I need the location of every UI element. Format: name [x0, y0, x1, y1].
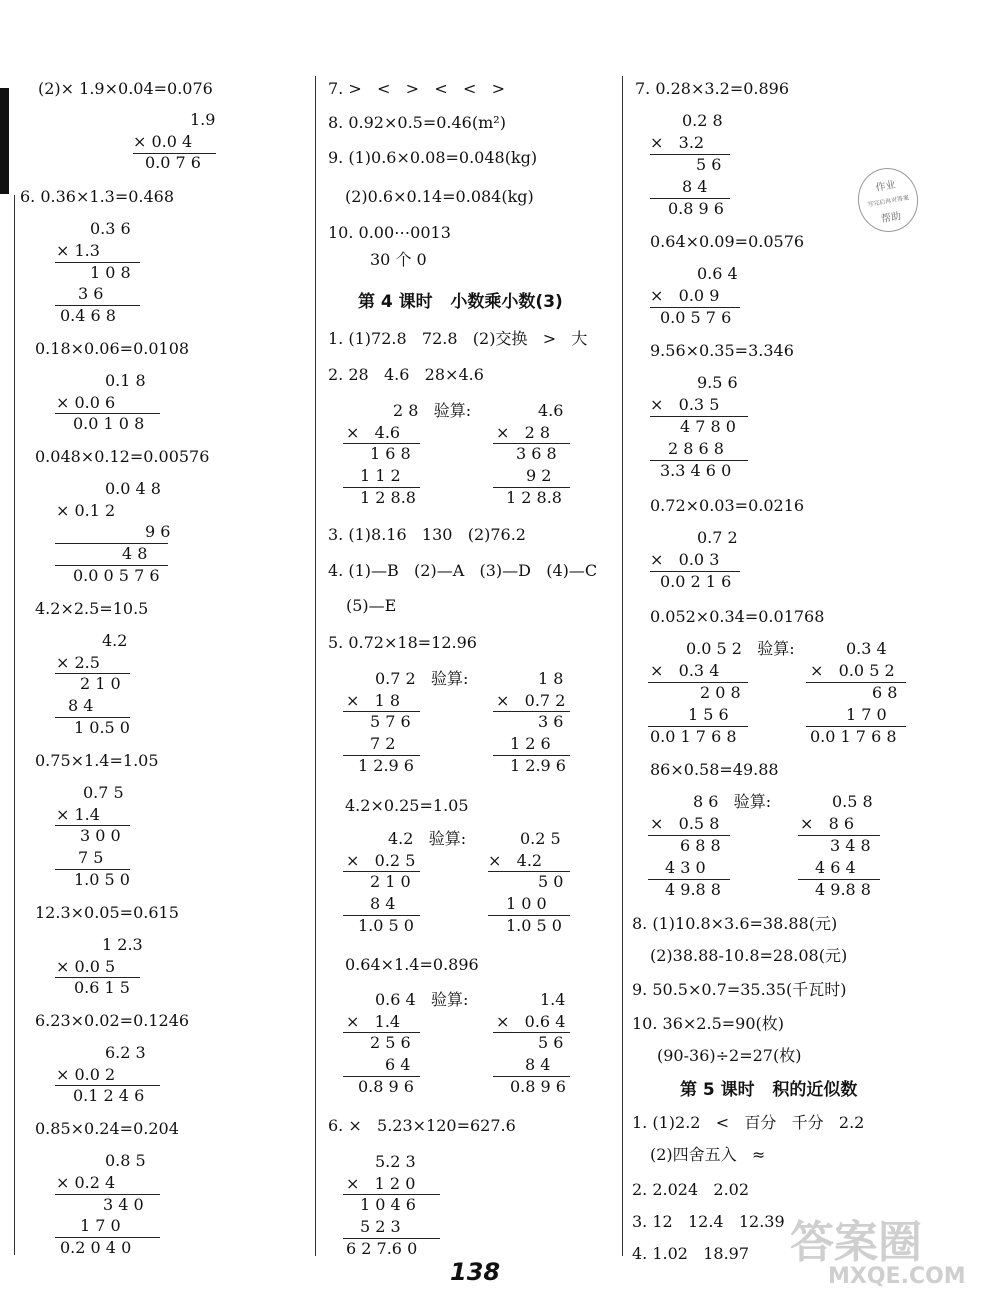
answer-line: 0.6 4 验算: — [375, 990, 469, 1009]
answer-line: 7 2 — [370, 734, 396, 753]
answer-line: × 0.3 5 — [650, 395, 720, 414]
answer-line: × 1 8 — [346, 691, 401, 710]
answer-line: 0.85×0.24=0.204 — [35, 1119, 179, 1138]
answer-line: 86×0.58=49.88 — [650, 760, 779, 779]
answer-line: 0.3 4 — [846, 639, 887, 658]
answer-line: 9 2 — [526, 466, 552, 485]
answer-line: 2. 2.024 2.02 — [632, 1180, 750, 1199]
answer-line: 1 1 2 — [360, 466, 401, 485]
answer-line: 0.0 1 7 6 8 — [650, 727, 737, 746]
answer-line: 1 2.9 6 — [358, 756, 414, 775]
answer-line: 0.0 4 8 — [105, 479, 161, 498]
answer-line: 8 4 — [370, 894, 396, 913]
answer-line: 3 4 0 — [103, 1195, 144, 1214]
answer-line: 7. > < > < < > — [328, 79, 506, 98]
answer-line: 4 6 4 — [815, 858, 856, 877]
calculation-rule — [493, 487, 570, 488]
answer-line: 0.64×0.09=0.0576 — [650, 232, 805, 251]
answer-line: 0.1 8 — [105, 371, 146, 390]
answer-line: 1 6 8 — [370, 444, 411, 463]
answer-line: 0.0 0 5 7 6 — [73, 566, 160, 585]
answer-line: 3 6 8 — [516, 444, 557, 463]
answer-line: 3 6 — [78, 284, 104, 303]
answer-line: 0.5 8 — [832, 792, 873, 811]
calculation-rule — [55, 1194, 160, 1195]
calculation-rule — [55, 262, 140, 263]
answer-line: 0.2 0 4 0 — [60, 1238, 132, 1257]
answer-line: 2 1 0 — [370, 872, 411, 891]
calculation-rule — [798, 879, 880, 880]
answer-line: 2 5 6 — [370, 1033, 411, 1052]
calculation-rule — [648, 726, 748, 727]
answer-line: × 1.3 — [56, 241, 100, 260]
answer-line: 0.3 6 — [90, 219, 131, 238]
answer-line: 1 2 8.8 — [360, 488, 416, 507]
answer-line: 8. (1)10.8×3.6=38.88(元) — [632, 914, 838, 933]
answer-line: 0.0 5 7 6 — [660, 308, 732, 327]
answer-line: 2 8 验算: — [393, 401, 472, 420]
answer-line: 0.4 6 8 — [60, 306, 116, 325]
answer-line: 0.0 1 0 8 — [73, 414, 145, 433]
answer-line: 1.0 5 0 — [74, 870, 130, 889]
answer-line: 1 7 0 — [846, 705, 887, 724]
calculation-rule — [55, 543, 168, 544]
calculation-rule — [343, 755, 420, 756]
answer-line: 8 4 — [525, 1055, 551, 1074]
answer-line: × 0.7 2 — [496, 691, 566, 710]
answer-line: 4 9.8 8 — [665, 880, 721, 899]
answer-line: 12.3×0.05=0.615 — [35, 903, 179, 922]
calculation-rule — [488, 871, 570, 872]
answer-line: × 0.0 4 — [133, 132, 193, 151]
calculation-rule — [650, 307, 740, 308]
calculation-rule — [798, 835, 880, 836]
answer-line: 9 6 — [145, 522, 171, 541]
answer-line: 6.23×0.02=0.1246 — [35, 1011, 190, 1030]
binding-strip — [0, 88, 9, 194]
answer-line: 5 0 — [538, 872, 564, 891]
homework-stamp — [853, 163, 923, 236]
stamp-line: 作业 — [874, 179, 897, 194]
answer-line: 6. × 5.23×120=627.6 — [328, 1116, 516, 1135]
answer-line: 4.2×2.5=10.5 — [35, 599, 149, 618]
answer-line: × 0.5 8 — [650, 814, 720, 833]
answer-line: 1.0 5 0 — [358, 916, 414, 935]
answer-line: 3. 12 12.4 12.39 — [632, 1212, 785, 1231]
answer-line: 10. 0.00⋯0013 — [328, 223, 451, 242]
answer-line: × 1.4 — [346, 1012, 401, 1031]
calculation-rule — [650, 460, 748, 461]
answer-line: × 0.3 4 — [650, 661, 720, 680]
answer-line: × 0.0 6 — [56, 393, 116, 412]
calculation-rule — [493, 443, 570, 444]
calculation-rule — [806, 726, 906, 727]
answer-line: 6 8 — [872, 683, 898, 702]
calculation-rule — [55, 413, 160, 414]
answer-line: 8. 0.92×0.5=0.46(m²) — [328, 113, 506, 132]
calculation-rule — [55, 1237, 160, 1238]
answer-line: 5.2 3 — [375, 1152, 416, 1171]
answer-line: 10. 36×2.5=90(枚) — [632, 1014, 784, 1033]
calculation-rule — [343, 711, 420, 712]
answer-line: × 0.0 2 — [56, 1065, 116, 1084]
answer-line: 6 8 8 — [680, 836, 721, 855]
answer-line: 6 4 — [385, 1055, 411, 1074]
answer-line: × 0.6 4 — [496, 1012, 566, 1031]
answer-line: × 0.1 2 — [56, 501, 116, 520]
answer-line: 1 2 8.8 — [506, 488, 562, 507]
calculation-rule — [493, 711, 570, 712]
answer-line: 3. (1)8.16 130 (2)76.2 — [328, 525, 526, 544]
answer-line: 0.18×0.06=0.0108 — [35, 339, 190, 358]
answer-line: 0.2 8 — [682, 111, 723, 130]
answer-line: 0.0 5 2 验算: — [686, 639, 795, 658]
answer-line: 4.2 — [102, 631, 128, 650]
answer-line: (5)—E — [346, 596, 397, 615]
calculation-rule — [343, 1238, 440, 1239]
answer-line: 6.2 3 — [105, 1043, 146, 1062]
answer-line: 0.1 2 4 6 — [73, 1086, 145, 1105]
answer-line: 8 6 验算: — [693, 792, 772, 811]
answer-line: 4.6 — [538, 401, 564, 420]
answer-line: 1. (1)2.2 < 百分 千分 2.2 — [632, 1113, 865, 1132]
answer-line: 6. 0.36×1.3=0.468 — [20, 187, 175, 206]
answer-line: (2)0.6×0.14=0.084(kg) — [345, 187, 534, 206]
answer-line: 0.0 7 6 — [145, 153, 201, 172]
answer-line: 1.4 — [540, 990, 566, 1009]
calculation-rule — [650, 571, 740, 572]
answer-line: 4 3 0 — [665, 858, 706, 877]
answer-line: 3.3 4 6 0 — [660, 461, 732, 480]
answer-line: 1 2 6 — [510, 734, 551, 753]
answer-line: 1 5 6 — [688, 705, 729, 724]
answer-line: 0.6 1 5 — [74, 978, 130, 997]
answer-line: 3 6 — [538, 712, 564, 731]
answer-line: 0.6 4 — [697, 264, 738, 283]
answer-line: 2. 28 4.6 28×4.6 — [328, 365, 484, 384]
section-heading: 第 5 课时 积的近似数 — [680, 1080, 858, 1100]
answer-line: 5 2 3 — [360, 1217, 401, 1236]
answer-line: 4 8 — [122, 544, 148, 563]
answer-line: 1 2.9 6 — [510, 756, 566, 775]
answer-line: × 0.2 4 — [56, 1173, 116, 1192]
calculation-rule — [493, 1076, 570, 1077]
calculation-rule — [55, 305, 140, 306]
answer-line: 0.8 9 6 — [510, 1077, 566, 1096]
answer-line: 3 0 0 — [80, 826, 121, 845]
answer-line: 7. 0.28×3.2=0.896 — [635, 79, 790, 98]
answer-line: 9.5 6 — [697, 373, 738, 392]
answer-line: 1 8 — [538, 669, 564, 688]
answer-line: 0.8 9 6 — [358, 1077, 414, 1096]
answer-line: 1. (1)72.8 72.8 (2)交换 > 大 — [328, 329, 588, 348]
answer-line: × 0.0 9 — [650, 286, 720, 305]
answer-line: (2)38.88-10.8=28.08(元) — [650, 946, 848, 965]
answer-line: × 1 2 0 — [346, 1174, 416, 1193]
stamp-line: 帮助 — [880, 211, 903, 226]
answer-line: 0.7 2 验算: — [375, 669, 469, 688]
answer-line: 8 4 — [682, 177, 708, 196]
calculation-rule — [55, 1085, 160, 1086]
answer-line: 4 7 8 0 — [680, 417, 736, 436]
answer-line: 0.7 2 — [697, 528, 738, 547]
answer-line: 2 8 6 8 — [668, 439, 724, 458]
answer-line: 0.75×1.4=1.05 — [35, 751, 159, 770]
answer-line: 5 7 6 — [370, 712, 411, 731]
calculation-rule — [648, 879, 730, 880]
answer-line: 0.0 2 1 6 — [660, 572, 732, 591]
calculation-rule — [55, 869, 130, 870]
answer-line: 1 0 4 6 — [360, 1195, 416, 1214]
answer-line: 0.8 5 — [105, 1151, 146, 1170]
calculation-rule — [55, 673, 130, 674]
answer-line: 0.64×1.4=0.896 — [345, 955, 479, 974]
calculation-rule — [55, 825, 130, 826]
answer-line: 2 1 0 — [80, 674, 121, 693]
answer-line: 1 7 0 — [80, 1216, 121, 1235]
answer-line: 0.8 9 6 — [668, 199, 724, 218]
answer-line: 7 5 — [78, 848, 104, 867]
answer-line: 5. 0.72×18=12.96 — [328, 633, 477, 652]
column-divider — [622, 76, 623, 1256]
calculation-rule — [343, 871, 420, 872]
answer-line: × 0.2 5 — [346, 851, 416, 870]
answer-line: 0.72×0.03=0.0216 — [650, 496, 805, 515]
answer-line: 4.2×0.25=1.05 — [345, 796, 469, 815]
answer-line: 9. (1)0.6×0.08=0.048(kg) — [328, 148, 538, 167]
column-divider — [14, 195, 15, 1255]
calculation-rule — [650, 198, 730, 199]
answer-line: 4. 1.02 18.97 — [632, 1244, 750, 1263]
answer-line: × 3.2 — [650, 133, 705, 152]
calculation-rule — [343, 1194, 440, 1195]
watermark-url: MXQE.COM — [828, 1264, 966, 1289]
answer-line: × 8 6 — [800, 814, 855, 833]
answer-line: 9.56×0.35=3.346 — [650, 341, 794, 360]
answer-line: × 0.0 3 — [650, 550, 720, 569]
answer-line: 30 个 0 — [370, 250, 427, 269]
answer-line: × 2 8 — [496, 423, 551, 442]
answer-line: 1.9 — [190, 110, 216, 129]
answer-line: (90-36)÷2=27(枚) — [657, 1046, 802, 1065]
answer-line: 4.2 验算: — [388, 829, 467, 848]
section-heading: 第 4 课时 小数乘小数(3) — [358, 292, 563, 312]
calculation-rule — [55, 977, 140, 978]
answer-line: × 0.0 5 — [56, 957, 116, 976]
answer-line: 5 6 — [538, 1033, 564, 1052]
calculation-rule — [343, 1076, 420, 1077]
answer-line: 0.052×0.34=0.01768 — [650, 607, 825, 626]
answer-line: × 4.2 — [488, 851, 543, 870]
calculation-rule — [343, 1032, 420, 1033]
answer-line: 1 0 8 — [90, 263, 131, 282]
answer-line: 2 0 8 — [700, 683, 741, 702]
answer-line: × 0.0 5 2 — [810, 661, 895, 680]
answer-line: 0.0 1 7 6 8 — [810, 727, 897, 746]
answer-line: × 1.4 — [56, 805, 100, 824]
answer-line: (2)× 1.9×0.04=0.076 — [38, 79, 213, 98]
calculation-rule — [343, 443, 420, 444]
stamp-line: 写完后再对答案 — [866, 194, 910, 209]
calculation-rule — [648, 835, 730, 836]
answer-line: 4 9.8 8 — [815, 880, 871, 899]
watermark-logo: 答案圈 — [790, 1217, 922, 1268]
answer-line: 1 0 0 — [506, 894, 547, 913]
answer-line: 0.2 5 — [520, 829, 561, 848]
calculation-rule — [488, 915, 570, 916]
answer-line: 0.048×0.12=0.00576 — [35, 447, 210, 466]
calculation-rule — [493, 1032, 570, 1033]
calculation-rule — [650, 416, 748, 417]
answer-line: 3 4 8 — [830, 836, 871, 855]
answer-line: × 2.5 — [56, 653, 100, 672]
answer-line: 9. 50.5×0.7=35.35(千瓦时) — [632, 980, 847, 999]
answer-line: 8 4 — [68, 696, 94, 715]
calculation-rule — [650, 154, 730, 155]
answer-line: (2)四舍五入 ≈ — [650, 1145, 766, 1164]
answer-line: 1.0 5 0 — [506, 916, 562, 935]
calculation-rule — [55, 565, 168, 566]
calculation-rule — [55, 717, 130, 718]
column-divider — [315, 76, 316, 1256]
answer-line: 1 2.3 — [102, 935, 143, 954]
answer-line: 1 0.5 0 — [74, 718, 130, 737]
answer-line: 5 6 — [696, 155, 722, 174]
page-number: 138 — [450, 1258, 501, 1286]
answer-line: 4. (1)—B (2)—A (3)—D (4)—C — [328, 561, 598, 580]
calculation-rule — [648, 682, 748, 683]
answer-line: 6 2 7.6 0 — [346, 1239, 418, 1258]
calculation-rule — [806, 682, 906, 683]
calculation-rule — [493, 755, 570, 756]
calculation-rule — [343, 915, 420, 916]
calculation-rule — [343, 487, 420, 488]
calculation-rule — [133, 153, 216, 154]
answer-line: 0.7 5 — [83, 783, 124, 802]
answer-line: × 4.6 — [346, 423, 401, 442]
